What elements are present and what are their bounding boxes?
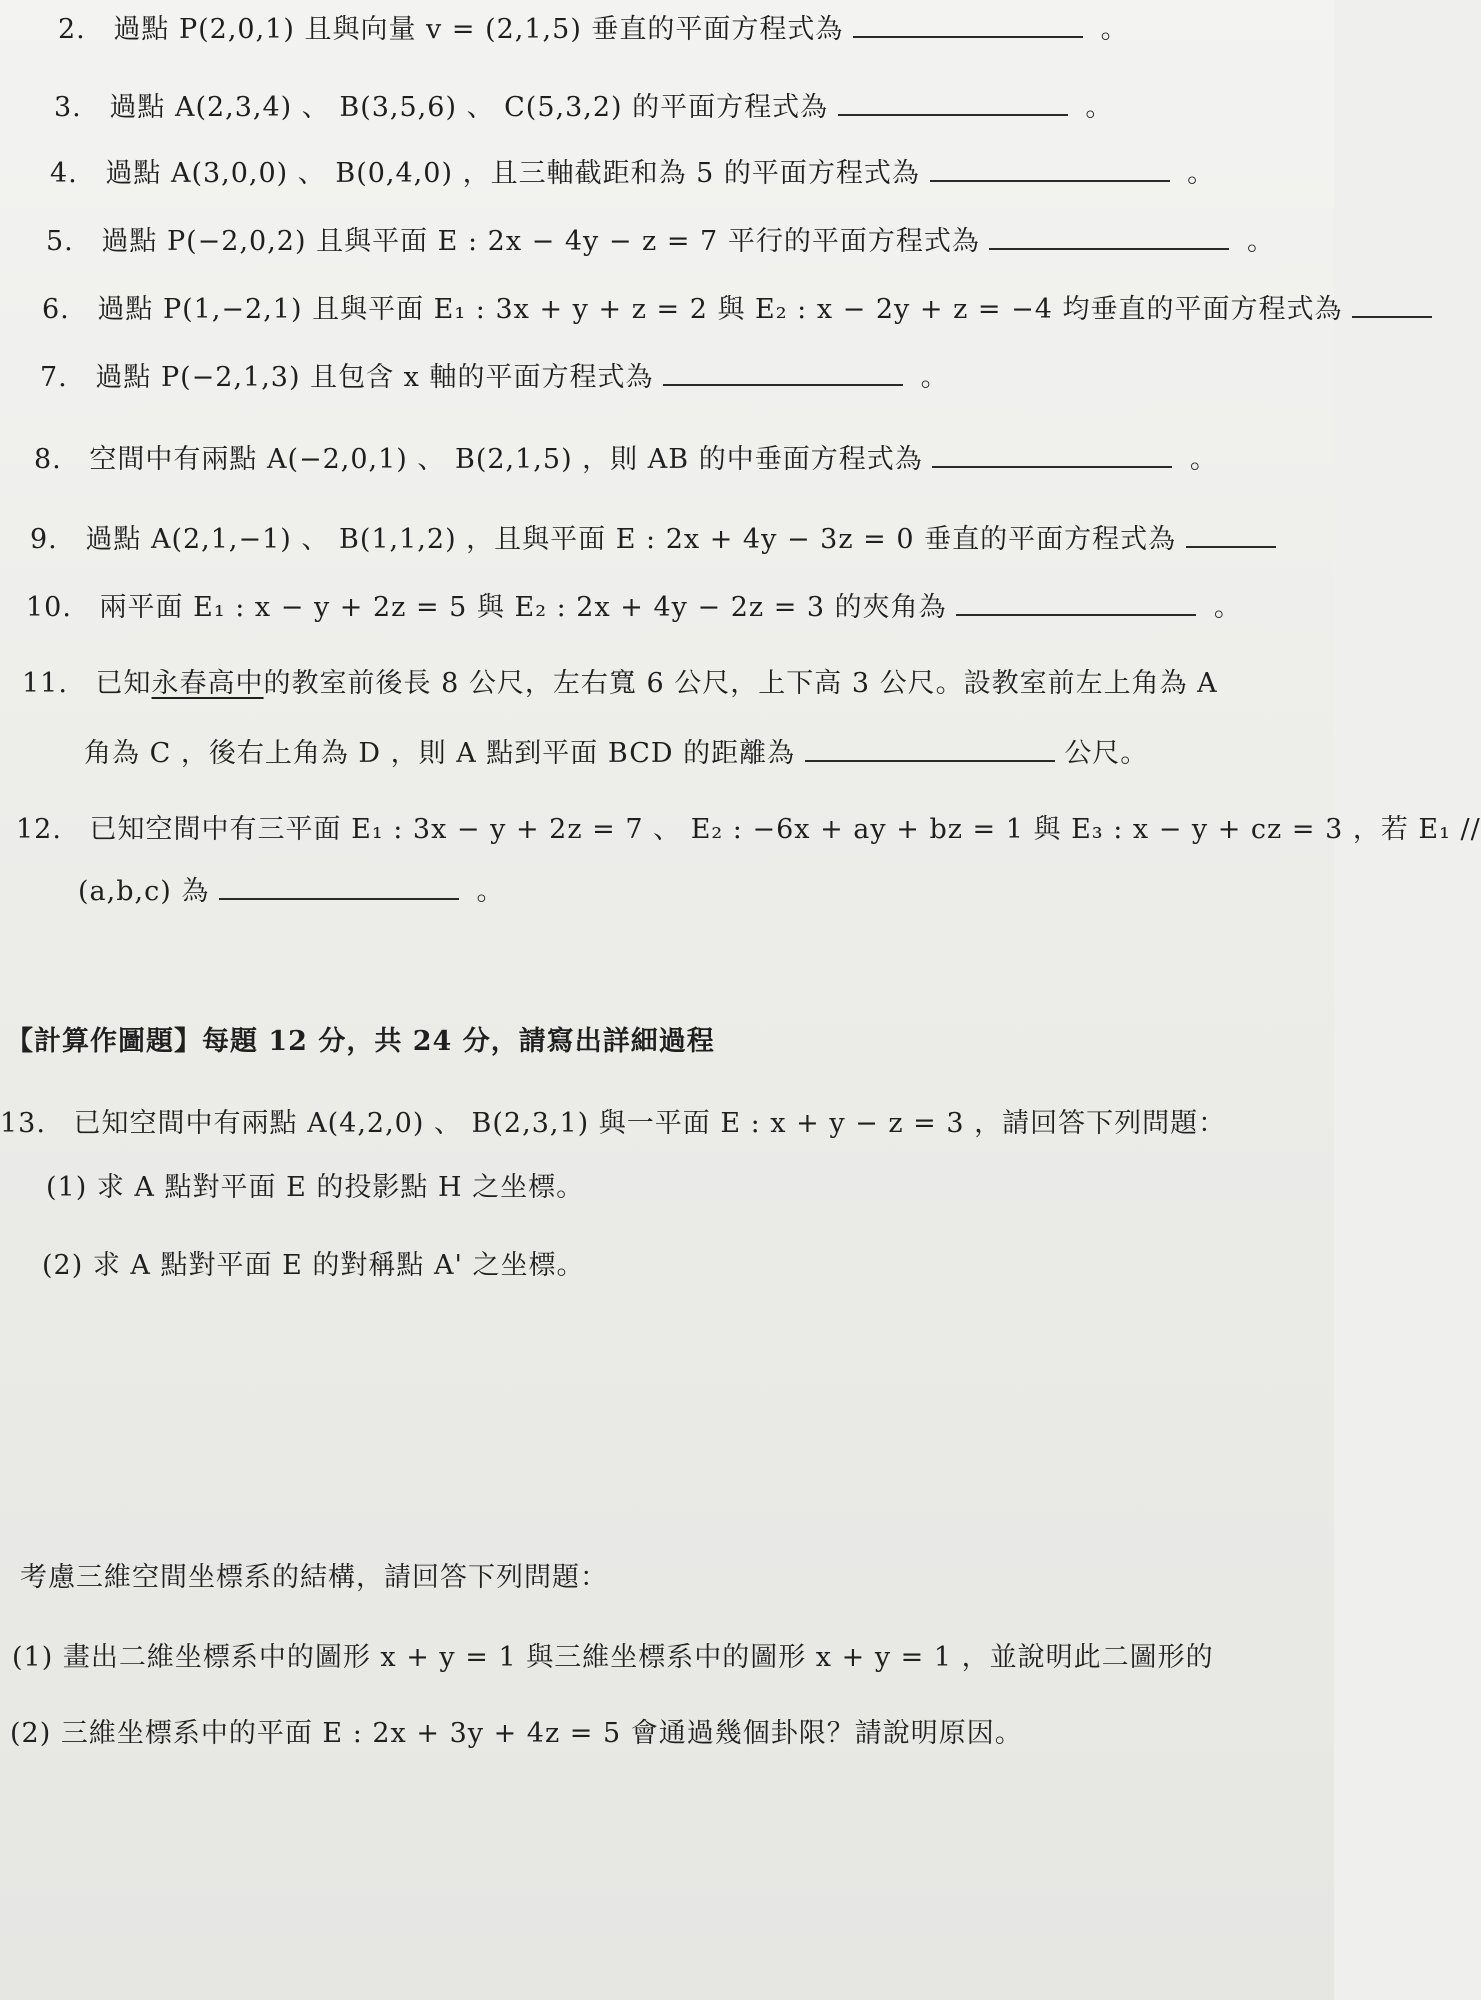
question-12-line2 [78, 872, 505, 912]
question-number: 4. [50, 158, 78, 189]
question-text: 過點 A(2,3,4) 、 B(3,5,6) 、 C(5,3,2) 的平面方程式為 [109, 92, 829, 123]
answer-blank[interactable] [932, 440, 1172, 468]
question-end: 。 [1213, 592, 1242, 623]
question-text: 過點 A(3,0,0) 、 B(0,4,0) ，且三軸截距和為 5 的平面方程式為 [105, 158, 920, 189]
answer-blank[interactable] [853, 10, 1083, 38]
question-text: 空間中有兩點 A(−2,0,1) 、 B(2,1,5) ，則 AB 的中垂面方程式為 [89, 444, 923, 475]
question-text: 的教室前後長 8 公尺，左右寬 6 公尺，上下高 3 公尺。設教室前左上角為 A [263, 668, 1218, 699]
question-11-line1 [22, 664, 1218, 704]
question-text: 過點 P(−2,0,2) 且與平面 E : 2x − 4y − z = 7 平行的平面方程式為 [101, 226, 980, 257]
question-number: 8. [34, 444, 62, 475]
question-end: 。 [1189, 444, 1218, 475]
question-3 [54, 88, 1113, 128]
answer-blank[interactable] [956, 588, 1196, 616]
question-number: 13. [0, 1108, 46, 1139]
question-number: 12. [16, 814, 62, 845]
question-text: 過點 P(2,0,1) 且與向量 v = (2,1,5) 垂直的平面方程式為 [113, 14, 844, 45]
question-end: 。 [920, 362, 949, 393]
question-number: 11. [22, 668, 68, 699]
question-number: 5. [46, 226, 74, 257]
question-end: 公尺。 [1064, 738, 1149, 769]
question-number: 7. [40, 362, 68, 393]
question-13-sub2: (2) 求 A 點對平面 E 的對稱點 A' 之坐標。 [42, 1250, 585, 1281]
question-14: 考慮三維空間坐標系的結構，請回答下列問題： [20, 1562, 608, 1593]
question-number: 10. [26, 592, 72, 623]
question-6 [42, 290, 1440, 330]
question-text: 過點 A(2,1,−1) 、 B(1,1,2) ，且與平面 E : 2x + 4y − 3z = 0 垂直的平面方程式為 [85, 524, 1177, 555]
question-10 [26, 588, 1242, 628]
question-end: 。 [1247, 226, 1276, 257]
question-11-line2 [84, 734, 1148, 774]
section-header: 【計算作圖題】每題 12 分，共 24 分，請寫出詳細過程 [6, 1026, 715, 1057]
question-text: 過點 P(1,−2,1) 且與平面 E₁ : 3x + y + z = 2 與 E₂ : x − 2y + z = −4 均垂直的平面方程式為 [97, 294, 1343, 325]
question-number: 9. [30, 524, 58, 555]
question-9 [30, 520, 1284, 560]
school-name: 永春高中 [151, 668, 264, 699]
question-14-sub2: (2) 三維坐標系中的平面 E : 2x + 3y + 4z = 5 會通過幾個卦限？請說明原因。 [10, 1718, 1023, 1749]
question-number: 2. [58, 14, 86, 45]
question-number: 3. [54, 92, 82, 123]
question-number: 6. [42, 294, 70, 325]
question-text: (a,b,c) 為 [78, 876, 210, 907]
question-text: 已知 [95, 668, 152, 699]
answer-blank[interactable] [989, 222, 1229, 250]
question-end: 。 [1100, 14, 1129, 45]
question-end: 。 [1187, 158, 1216, 189]
question-14-sub1: (1) 畫出二維坐標系中的圖形 x + y = 1 與三維坐標系中的圖形 x + y = 1 ，並說明此二圖形的 [12, 1642, 1214, 1673]
question-text: 已知空間中有兩點 A(4,2,0) 、 B(2,3,1) 與一平面 E : x + y − z = 3 ，請回答下列問題： [73, 1108, 1227, 1139]
question-5 [46, 222, 1275, 262]
question-8 [34, 440, 1218, 480]
question-4 [50, 154, 1215, 194]
answer-blank[interactable] [219, 872, 459, 900]
question-13-sub1: (1) 求 A 點對平面 E 的投影點 H 之坐標。 [46, 1172, 585, 1203]
answer-blank[interactable] [838, 88, 1068, 116]
question-text: 兩平面 E₁ : x − y + 2z = 5 與 E₂ : 2x + 4y − 2z = 3 的夾角為 [99, 592, 947, 623]
question-text: 已知空間中有三平面 E₁ : 3x − y + 2z = 7 、 E₂ : −6x + ay + bz = 1 與 E₃ : x − y + cz = 3 ，若 E₁ // [89, 814, 1481, 845]
answer-blank[interactable] [805, 734, 1055, 762]
question-2 [58, 10, 1129, 50]
answer-blank[interactable] [1186, 520, 1276, 548]
question-12-line1 [16, 810, 1481, 850]
answer-blank[interactable] [1352, 290, 1432, 318]
question-7 [40, 358, 949, 398]
question-text: 角為 C ，後右上角為 D ，則 A 點到平面 BCD 的距離為 [84, 738, 796, 769]
answer-blank[interactable] [930, 154, 1170, 182]
answer-blank[interactable] [663, 358, 903, 386]
question-end: 。 [1085, 92, 1114, 123]
question-13 [0, 1104, 1226, 1144]
question-end: 。 [476, 876, 505, 907]
question-text: 過點 P(−2,1,3) 且包含 x 軸的平面方程式為 [95, 362, 654, 393]
